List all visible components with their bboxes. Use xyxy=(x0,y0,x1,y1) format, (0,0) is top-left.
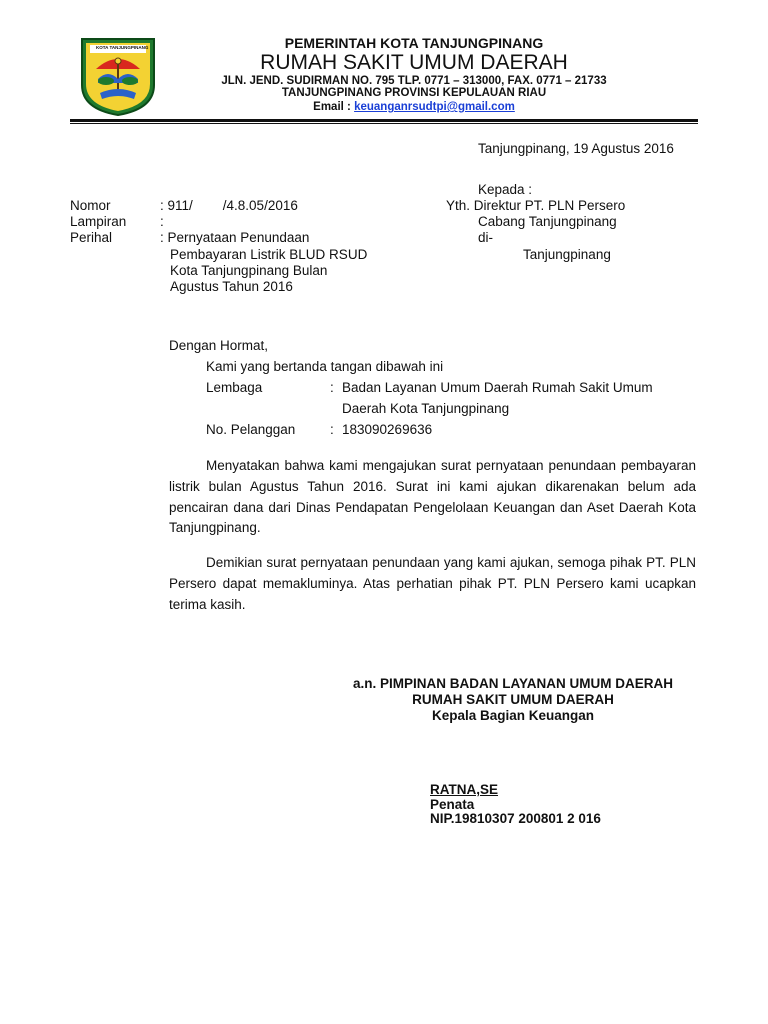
lembaga-colon: : xyxy=(330,380,334,395)
email-label: Email : xyxy=(313,101,351,113)
recipient-yth: Yth. Direktur PT. PLN Persero xyxy=(446,198,626,213)
recipient-cabang: Cabang Tanjungpinang xyxy=(478,214,617,229)
email-link[interactable]: keuanganrsudtpi@gmail.com xyxy=(354,101,515,113)
header-address: JLN. JEND. SUDIRMAN NO. 795 TLP. 0771 – 313000, FAX. 0771 – 21733 xyxy=(221,75,607,87)
perihal-line-1: : Pernyataan Penundaan xyxy=(160,230,310,245)
header-email-line xyxy=(200,101,628,113)
letter-date: Tanjungpinang, 19 Agustus 2016 xyxy=(478,141,674,156)
lampiran-value: : xyxy=(160,214,164,229)
signatory-rank: Penata xyxy=(430,797,475,812)
signatory-nip: NIP.19810307 200801 2 016 xyxy=(430,811,601,826)
perihal-label: Perihal xyxy=(70,230,113,245)
lembaga-value-1: Badan Layanan Umum Daerah Rumah Sakit Umum xyxy=(342,380,653,395)
lembaga-label: Lembaga xyxy=(206,380,263,395)
pelanggan-value: 183090269636 xyxy=(342,422,433,437)
paragraph-statement: Menyatakan bahwa kami mengajukan surat pernyataan penundaan pembayaran listrik bulan Agustus Tahun 2016. Surat ini kami ajukan dikarenakan belum ada pencairan dana dari Dinas Pendapatan Pengelolaan Keuangan dan Aset Daerah Kota Tanjungpinang. xyxy=(169,458,696,536)
header-hospital-name: RUMAH SAKIT UMUM DAERAH xyxy=(260,51,568,74)
logo-text: KOTA TANJUNGPINANG xyxy=(96,45,149,50)
lampiran-label: Lampiran xyxy=(70,214,127,229)
recipient-kepada: Kepada : xyxy=(478,182,533,197)
signatory-name: RATNA,SE xyxy=(430,782,499,797)
signature-title-1: a.n. PIMPINAN BADAN LAYANAN UMUM DAERAH xyxy=(352,676,674,691)
paragraph-closing: Demikian surat pernyataan penundaan yang kami ajukan, semoga pihak PT. PLN Persero dapat memakluminya. Atas perhatian pihak PT. PLN Persero kami ucapkan terima kasih. xyxy=(169,555,696,612)
salutation: Dengan Hormat, xyxy=(169,338,269,353)
recipient-di: di- xyxy=(478,230,494,245)
nomor-value: : 911/ /4.8.05/2016 xyxy=(160,198,298,213)
header-government: PEMERINTAH KOTA TANJUNGPINANG xyxy=(284,35,544,51)
intro-line: Kami yang bertanda tangan dibawah ini xyxy=(206,359,444,374)
perihal-line-3: Kota Tanjungpinang Bulan xyxy=(170,263,328,278)
header-divider-thin xyxy=(70,123,698,124)
perihal-line-4: Agustus Tahun 2016 xyxy=(170,279,293,294)
pelanggan-colon: : xyxy=(330,422,334,437)
city-logo xyxy=(76,33,160,117)
pelanggan-label: No. Pelanggan xyxy=(206,422,296,437)
lembaga-value-2: Daerah Kota Tanjungpinang xyxy=(342,401,510,416)
perihal-line-2: Pembayaran Listrik BLUD RSUD xyxy=(170,247,368,262)
header-divider-thick xyxy=(70,119,698,122)
header-province: TANJUNGPINANG PROVINSI KEPULAUAN RIAU xyxy=(281,87,547,99)
nomor-label: Nomor xyxy=(70,198,111,213)
signature-title-2: RUMAH SAKIT UMUM DAERAH xyxy=(412,692,614,707)
signature-title-3: Kepala Bagian Keuangan xyxy=(431,708,595,723)
recipient-city: Tanjungpinang xyxy=(523,247,611,262)
